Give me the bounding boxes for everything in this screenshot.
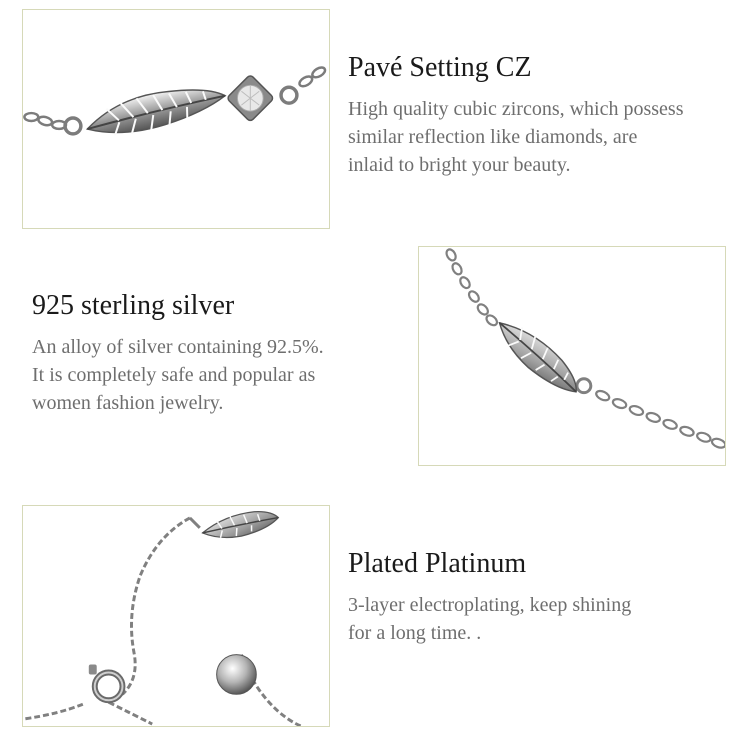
photo-feather-chain [418,246,726,466]
bracelet-clasp-and-bead-icon [23,506,329,726]
section-description-silver [32,333,324,417]
description-line: women fashion jewelry. [32,392,224,414]
description-line: An alloy of silver containing 92.5%. [32,336,324,358]
feather-charm-with-cz-stone-icon [23,10,329,228]
photo-clasp-and-bead [22,505,330,727]
description-line: 3-layer electroplating, keep shining [348,594,632,616]
description-line: It is completely safe and popular as [32,364,316,386]
description-line: similar reflection like diamonds, are [348,126,638,148]
feather-charm-on-chain-icon [419,247,725,465]
section-title-cz: Pavé Setting CZ [348,52,532,83]
section-title-platinum: Plated Platinum [348,548,527,579]
section-title-silver: 925 sterling silver [32,290,235,321]
photo-cz-feather-closeup [22,9,330,229]
description-line: inlaid to bright your beauty. [348,154,571,176]
section-description-platinum [348,591,631,647]
description-line: for a long time. . [348,622,482,644]
description-line: High quality cubic zircons, which possess [348,98,684,120]
section-description-cz [348,95,684,179]
